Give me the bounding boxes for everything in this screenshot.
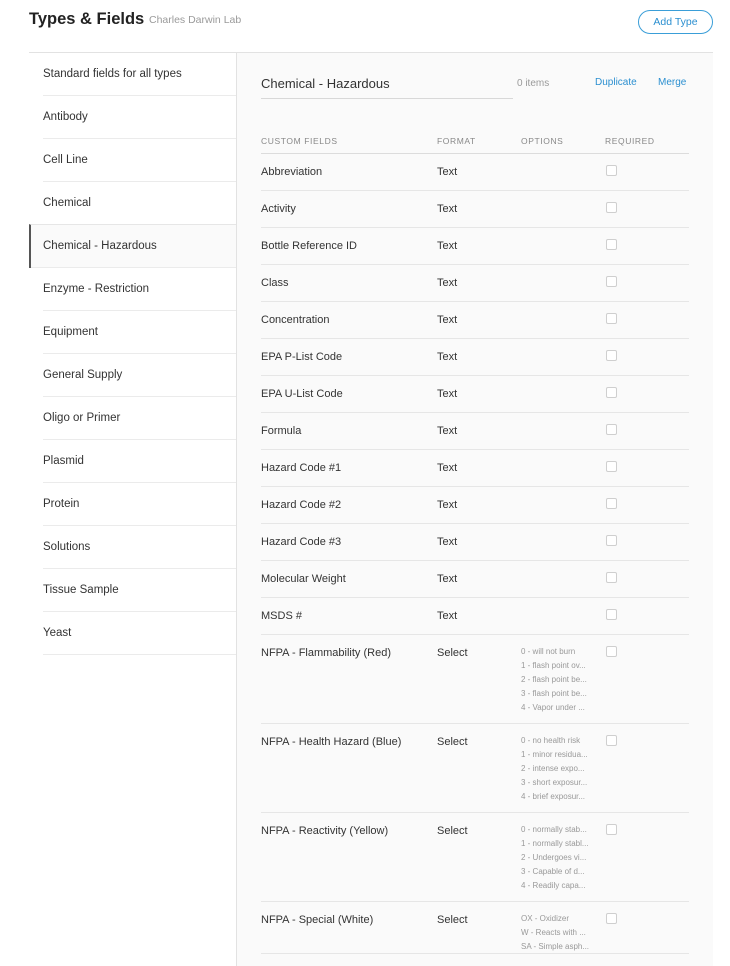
required-checkbox[interactable]	[606, 239, 617, 250]
required-checkbox[interactable]	[606, 609, 617, 620]
merge-link[interactable]: Merge	[658, 77, 687, 88]
items-count: 0 items	[517, 78, 550, 89]
page-title: Types & Fields	[29, 10, 145, 28]
option-value: 4 - Vapor under ...	[521, 703, 585, 712]
field-format: Text	[437, 425, 458, 437]
required-checkbox[interactable]	[606, 202, 617, 213]
sidebar-item[interactable]: Equipment	[29, 311, 237, 354]
sidebar-item[interactable]: Cell Line	[29, 139, 237, 182]
field-name: Molecular Weight	[261, 573, 346, 585]
field-name: Hazard Code #1	[261, 462, 342, 474]
field-format: Select	[437, 825, 468, 837]
table-row[interactable]	[261, 487, 689, 524]
option-value: 0 - will not burn	[521, 647, 576, 656]
custom-fields-table	[261, 130, 689, 954]
add-type-button[interactable]: Add Type	[638, 10, 713, 34]
sidebar-item[interactable]: Antibody	[29, 96, 237, 139]
table-row[interactable]	[261, 813, 689, 902]
table-row[interactable]	[261, 265, 689, 302]
sidebar-item[interactable]: Yeast	[29, 612, 237, 655]
required-checkbox[interactable]	[606, 735, 617, 746]
field-format: Text	[437, 240, 458, 252]
col-format: FORMAT	[437, 136, 476, 146]
option-value: 0 - normally stab...	[521, 825, 587, 834]
field-name: Hazard Code #2	[261, 499, 342, 511]
table-row[interactable]	[261, 635, 689, 724]
option-value: 3 - short exposur...	[521, 778, 588, 787]
required-checkbox[interactable]	[606, 165, 617, 176]
table-row[interactable]	[261, 724, 689, 813]
field-name: Abbreviation	[261, 166, 323, 178]
field-format: Select	[437, 736, 468, 748]
option-value: OX - Oxidizer	[521, 914, 570, 923]
duplicate-link[interactable]: Duplicate	[595, 77, 637, 88]
lab-name: Charles Darwin Lab	[149, 14, 242, 26]
required-checkbox[interactable]	[606, 646, 617, 657]
option-value: 3 - flash point be...	[521, 689, 587, 698]
field-name: MSDS #	[261, 610, 302, 622]
field-name: Formula	[261, 425, 302, 437]
field-format: Text	[437, 203, 458, 215]
table-row[interactable]	[261, 598, 689, 635]
table-row[interactable]	[261, 524, 689, 561]
required-checkbox[interactable]	[606, 535, 617, 546]
field-format: Text	[437, 351, 458, 363]
field-options	[521, 736, 601, 806]
field-format: Text	[437, 499, 458, 511]
field-options	[521, 914, 601, 956]
option-value: 4 - Readily capa...	[521, 881, 586, 890]
sidebar-item[interactable]: Protein	[29, 483, 237, 526]
option-value: 2 - flash point be...	[521, 675, 587, 684]
sidebar-item[interactable]: Plasmid	[29, 440, 237, 483]
field-format: Text	[437, 462, 458, 474]
field-format: Text	[437, 166, 458, 178]
required-checkbox[interactable]	[606, 424, 617, 435]
required-checkbox[interactable]	[606, 313, 617, 324]
field-format: Text	[437, 536, 458, 548]
type-detail-panel	[237, 53, 713, 966]
field-format: Select	[437, 647, 468, 659]
sidebar-item[interactable]: Enzyme - Restriction	[29, 268, 237, 311]
sidebar-item[interactable]: Oligo or Primer	[29, 397, 237, 440]
field-name: EPA U-List Code	[261, 388, 343, 400]
table-row[interactable]	[261, 154, 689, 191]
field-name: EPA P-List Code	[261, 351, 343, 363]
field-format: Text	[437, 388, 458, 400]
field-format: Text	[437, 277, 458, 289]
option-value: 0 - no health risk	[521, 736, 581, 745]
field-options	[521, 647, 601, 717]
types-sidebar	[29, 53, 237, 655]
sidebar-item[interactable]: General Supply	[29, 354, 237, 397]
option-value: 1 - minor residua...	[521, 750, 588, 759]
sidebar-item[interactable]: Chemical - Hazardous	[29, 224, 237, 268]
table-row[interactable]	[261, 413, 689, 450]
col-required: REQUIRED	[605, 136, 655, 146]
col-custom-fields: CUSTOM FIELDS	[261, 136, 338, 146]
required-checkbox[interactable]	[606, 276, 617, 287]
field-name: NFPA - Reactivity (Yellow)	[261, 825, 389, 837]
option-value: 2 - intense expo...	[521, 764, 585, 773]
field-name: Class	[261, 277, 289, 289]
field-name: Concentration	[261, 314, 330, 326]
table-row[interactable]	[261, 302, 689, 339]
option-value: W - Reacts with ...	[521, 928, 586, 937]
table-row[interactable]	[261, 450, 689, 487]
sidebar-item[interactable]: Solutions	[29, 526, 237, 569]
option-value: 4 - brief exposur...	[521, 792, 586, 801]
option-value: 1 - normally stabl...	[521, 839, 589, 848]
table-row[interactable]	[261, 561, 689, 598]
required-checkbox[interactable]	[606, 913, 617, 924]
field-format: Text	[437, 610, 458, 622]
field-name: NFPA - Flammability (Red)	[261, 647, 391, 659]
required-checkbox[interactable]	[606, 350, 617, 361]
field-name: NFPA - Special (White)	[261, 914, 374, 926]
required-checkbox[interactable]	[606, 498, 617, 509]
required-checkbox[interactable]	[606, 387, 617, 398]
field-format: Text	[437, 314, 458, 326]
required-checkbox[interactable]	[606, 824, 617, 835]
option-value: 1 - flash point ov...	[521, 661, 586, 670]
sidebar-item[interactable]: Tissue Sample	[29, 569, 237, 612]
option-value: SA - Simple asph...	[521, 942, 590, 951]
page-header	[0, 0, 730, 53]
field-name: NFPA - Health Hazard (Blue)	[261, 736, 402, 748]
table-row[interactable]	[261, 191, 689, 228]
field-options	[521, 825, 601, 895]
field-name: Bottle Reference ID	[261, 240, 357, 252]
option-value: 2 - Undergoes vi...	[521, 853, 587, 862]
col-options: OPTIONS	[521, 136, 564, 146]
field-format: Select	[437, 914, 468, 926]
field-name: Hazard Code #3	[261, 536, 342, 548]
table-header	[261, 130, 689, 154]
option-value: 3 - Capable of d...	[521, 867, 585, 876]
table-row[interactable]	[261, 376, 689, 413]
table-row[interactable]	[261, 902, 689, 954]
table-row[interactable]	[261, 339, 689, 376]
table-body	[261, 154, 689, 954]
field-format: Text	[437, 573, 458, 585]
field-name: Activity	[261, 203, 296, 215]
sidebar-item[interactable]: Standard fields for all types	[29, 53, 237, 96]
sidebar-item[interactable]: Chemical	[29, 182, 237, 225]
table-row[interactable]	[261, 228, 689, 265]
required-checkbox[interactable]	[606, 461, 617, 472]
required-checkbox[interactable]	[606, 572, 617, 583]
type-name-field[interactable]: Chemical - Hazardous	[261, 75, 513, 99]
